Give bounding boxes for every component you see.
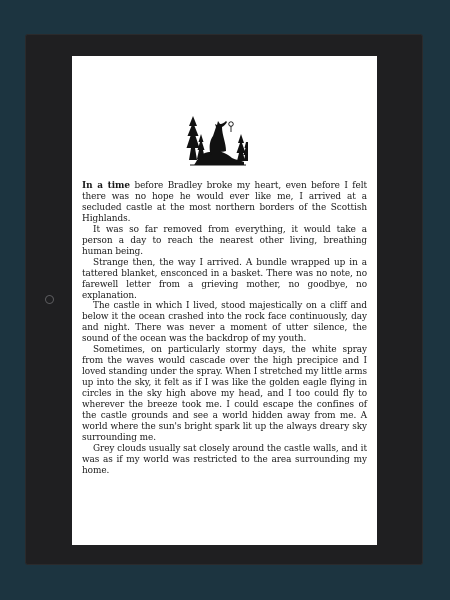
home-button[interactable] [45,295,54,304]
howling-wolf-icon [186,112,248,168]
paragraph-3: Strange then, the way I arrived. A bundle wrapped up in a tattered blanket, ensconced in a basket. There was no note, no farewell letter from a grieving mother, no goodbye, no explanation. [82,257,367,301]
lead-in-text: In a time [82,181,130,191]
paragraph-1-text: before Bradley broke my heart, even before I felt there was no hope he would ever like me, I arrived at a secluded castle at the most northern borders of the Scottish Highlands. [82,181,368,224]
paragraph-1 [82,181,367,225]
paragraph-5: Sometimes, on particularly stormy days, the white spray from the waves would cascade over the high precipice and I loved standing under the spray. When I stretched my little arms up into the sky, it felt as if I was like the golden eagle flying in circles in the sky high above my head, and I too could fly to wherever the breeze took me. I could escape the confines of the castle grounds and see a world hidden away from me. A world where the sun's bright spark lit up the always dreary sky surrounding me. [82,345,367,443]
paragraph-2: It was so far removed from everything, it would take a person a day to reach the nearest other living, breathing human being. [82,224,367,257]
ereader-screen[interactable] [72,56,377,545]
paragraph-4: The castle in which I lived, stood majestically on a cliff and below it the ocean crashed into the rock face continuously, day and night. There was never a moment of utter silence, the sound of the ocean was the backdrop of my youth. [82,301,367,345]
paragraph-6: Grey clouds usually sat closely around the castle walls, and it was as if my world was restricted to the area surrounding my home. [82,443,367,476]
book-page-text [82,181,367,477]
